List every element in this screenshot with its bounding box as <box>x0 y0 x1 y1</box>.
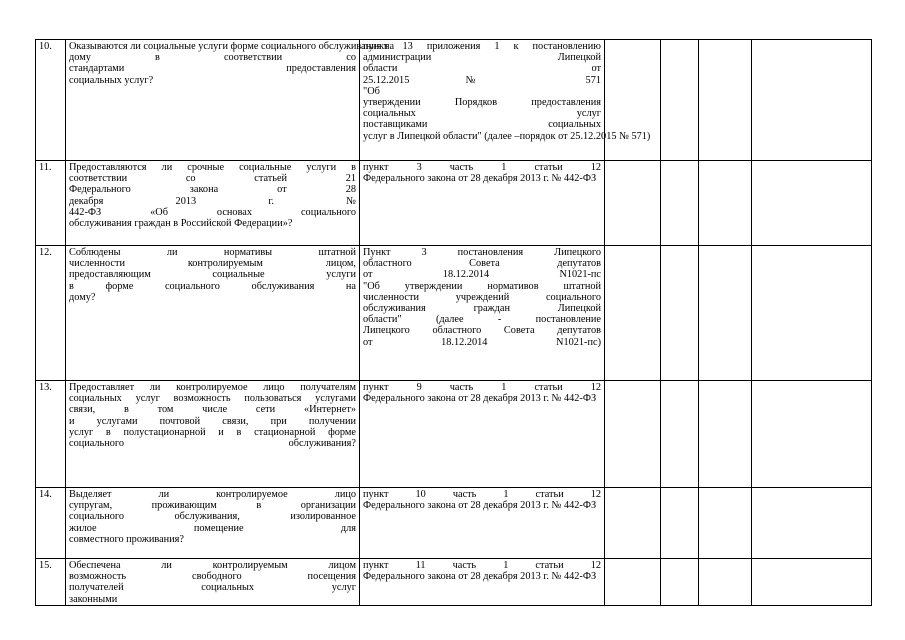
table-row <box>36 488 872 559</box>
empty-answer-cell[interactable] <box>752 161 872 246</box>
row-number: 15. <box>36 559 66 606</box>
table-row <box>36 381 872 488</box>
text-line: областного Совета депутатов <box>363 258 601 270</box>
text-line: декабря 2013 г. № <box>69 195 356 207</box>
text-line: социальных услуг? <box>69 74 154 86</box>
text-line: обслуживания граждан Липецкой <box>363 303 601 315</box>
text-line: обслуживания граждан в Российской Федерации»? <box>69 218 293 230</box>
question-cell <box>66 381 360 488</box>
text-line: пункт 9 часть 1 статьи 12 <box>363 382 601 393</box>
row-number: 10. <box>36 40 66 161</box>
text-line: Федерального закона от 28 декабря 2013 г. № 442-ФЗ <box>363 393 597 405</box>
text-line: социального обслуживания? <box>69 438 356 450</box>
empty-answer-cell[interactable] <box>699 246 752 381</box>
text-line: численности учреждений социального <box>363 291 601 303</box>
text-line: Обеспечена ли контролируемым лицом <box>69 560 356 571</box>
table-row <box>36 246 872 381</box>
text-line: законными <box>69 593 118 605</box>
question-cell <box>66 559 360 606</box>
text-line: дому? <box>69 291 96 303</box>
empty-answer-cell[interactable] <box>661 488 699 559</box>
text-line: Предоставляются ли срочные социальные услуги в <box>69 162 356 173</box>
text-line: связи, в том числе сети «Интернет» <box>69 404 356 416</box>
row-number: 13. <box>36 381 66 488</box>
text-line: пункт 11 часть 1 статьи 12 <box>363 560 601 571</box>
table-row <box>36 161 872 246</box>
text-line: Соблюдены ли нормативы штатной <box>69 247 356 258</box>
empty-answer-cell[interactable] <box>752 559 872 606</box>
text-line: пункт 13 приложения 1 к постановлению <box>363 41 601 52</box>
empty-answer-cell[interactable] <box>661 381 699 488</box>
empty-answer-cell[interactable] <box>605 40 661 161</box>
text-line: области от <box>363 63 601 75</box>
checklist-table <box>35 39 872 606</box>
text-line: получателей социальных услуг <box>69 582 356 594</box>
text-line: от 18.12.2014 N1021-пс) <box>363 336 601 348</box>
text-line: социальных услуг возможность пользоваться услугами <box>69 393 356 405</box>
text-line: соответствии со статьей 21 <box>69 173 356 185</box>
empty-answer-cell[interactable] <box>605 246 661 381</box>
empty-answer-cell[interactable] <box>699 381 752 488</box>
text-line: поставщиками социальных <box>363 119 601 131</box>
text-line: услуг в Липецкой области" (далее –порядок от 25.12.2015 № 571) <box>363 130 651 142</box>
text-line: Выделяет ли контролируемое лицо <box>69 489 356 500</box>
reference-cell <box>360 488 605 559</box>
empty-answer-cell[interactable] <box>605 488 661 559</box>
question-cell <box>66 246 360 381</box>
text-line: предоставляющим социальные услуги <box>69 269 356 281</box>
reference-cell <box>360 161 605 246</box>
row-number: 11. <box>36 161 66 246</box>
row-number: 12. <box>36 246 66 381</box>
empty-answer-cell[interactable] <box>699 559 752 606</box>
empty-answer-cell[interactable] <box>752 381 872 488</box>
empty-answer-cell[interactable] <box>605 381 661 488</box>
empty-answer-cell[interactable] <box>605 161 661 246</box>
question-cell <box>66 488 360 559</box>
reference-cell <box>360 246 605 381</box>
text-line: пункт 10 часть 1 статьи 12 <box>363 489 601 500</box>
text-line: супругам, проживающим в организации <box>69 500 356 512</box>
text-line: Федерального закона от 28 <box>69 184 356 196</box>
text-line: дому в соответствии со <box>69 52 356 64</box>
empty-answer-cell[interactable] <box>699 161 752 246</box>
text-line: в форме социального обслуживания на <box>69 280 356 292</box>
question-cell <box>66 161 360 246</box>
question-cell <box>66 40 395 161</box>
text-line: Федерального закона от 28 декабря 2013 г. № 442-ФЗ <box>363 173 597 185</box>
text-line: и услугами почтовой связи, при получении <box>69 415 356 427</box>
checklist-rows <box>36 40 872 606</box>
empty-answer-cell[interactable] <box>752 246 872 381</box>
row-number: 14. <box>36 488 66 559</box>
empty-answer-cell[interactable] <box>752 488 872 559</box>
text-line: Федерального закона от 28 декабря 2013 г. № 442-ФЗ <box>363 500 597 512</box>
text-line: стандартами предоставления <box>69 63 356 75</box>
empty-answer-cell[interactable] <box>605 559 661 606</box>
table-row <box>36 559 872 606</box>
text-line: жилое помещение для <box>69 522 356 534</box>
text-line: социальных услуг <box>363 108 601 120</box>
text-line: услуг в полустационарной и в стационарной форме <box>69 426 356 438</box>
text-line: численности контролируемым лицом, <box>69 258 356 270</box>
empty-answer-cell[interactable] <box>699 488 752 559</box>
reference-cell <box>360 381 605 488</box>
text-line: совместного проживания? <box>69 533 184 545</box>
empty-answer-cell[interactable] <box>699 40 752 161</box>
text-line: социального обслуживания, изолированное <box>69 511 356 523</box>
reference-cell <box>360 559 605 606</box>
text-line: 25.12.2015 № 571 <box>363 74 601 86</box>
text-line: возможность свободного посещения <box>69 571 356 583</box>
empty-answer-cell[interactable] <box>752 40 872 161</box>
reference-cell <box>360 40 651 161</box>
text-line: администрации Липецкой <box>363 52 601 64</box>
text-line: Липецкого областного Совета депутатов <box>363 325 601 337</box>
text-line: 442-ФЗ «Об основах социального <box>69 206 356 218</box>
text-line: Оказываются ли социальные услуги форме социального обслуживания на <box>69 41 395 52</box>
text-line: Федерального закона от 28 декабря 2013 г. № 442-ФЗ <box>363 571 597 583</box>
empty-answer-cell[interactable] <box>661 40 699 161</box>
table-row <box>36 40 872 161</box>
text-line: утверждении Порядков предоставления <box>363 97 601 109</box>
text-line: области" (далее - постановление <box>363 314 601 326</box>
empty-answer-cell[interactable] <box>661 246 699 381</box>
text-line: Пункт 3 постановления Липецкого <box>363 247 601 258</box>
text-line: Предоставляет ли контролируемое лицо получателям <box>69 382 356 393</box>
text-line: "Об утверждении нормативов штатной <box>363 280 601 292</box>
empty-answer-cell[interactable] <box>661 559 699 606</box>
text-line: "Об <box>363 85 380 97</box>
empty-answer-cell[interactable] <box>661 161 699 246</box>
text-line: пункт 3 часть 1 статьи 12 <box>363 162 601 173</box>
text-line: от 18.12.2014 N1021-пс <box>363 269 601 281</box>
